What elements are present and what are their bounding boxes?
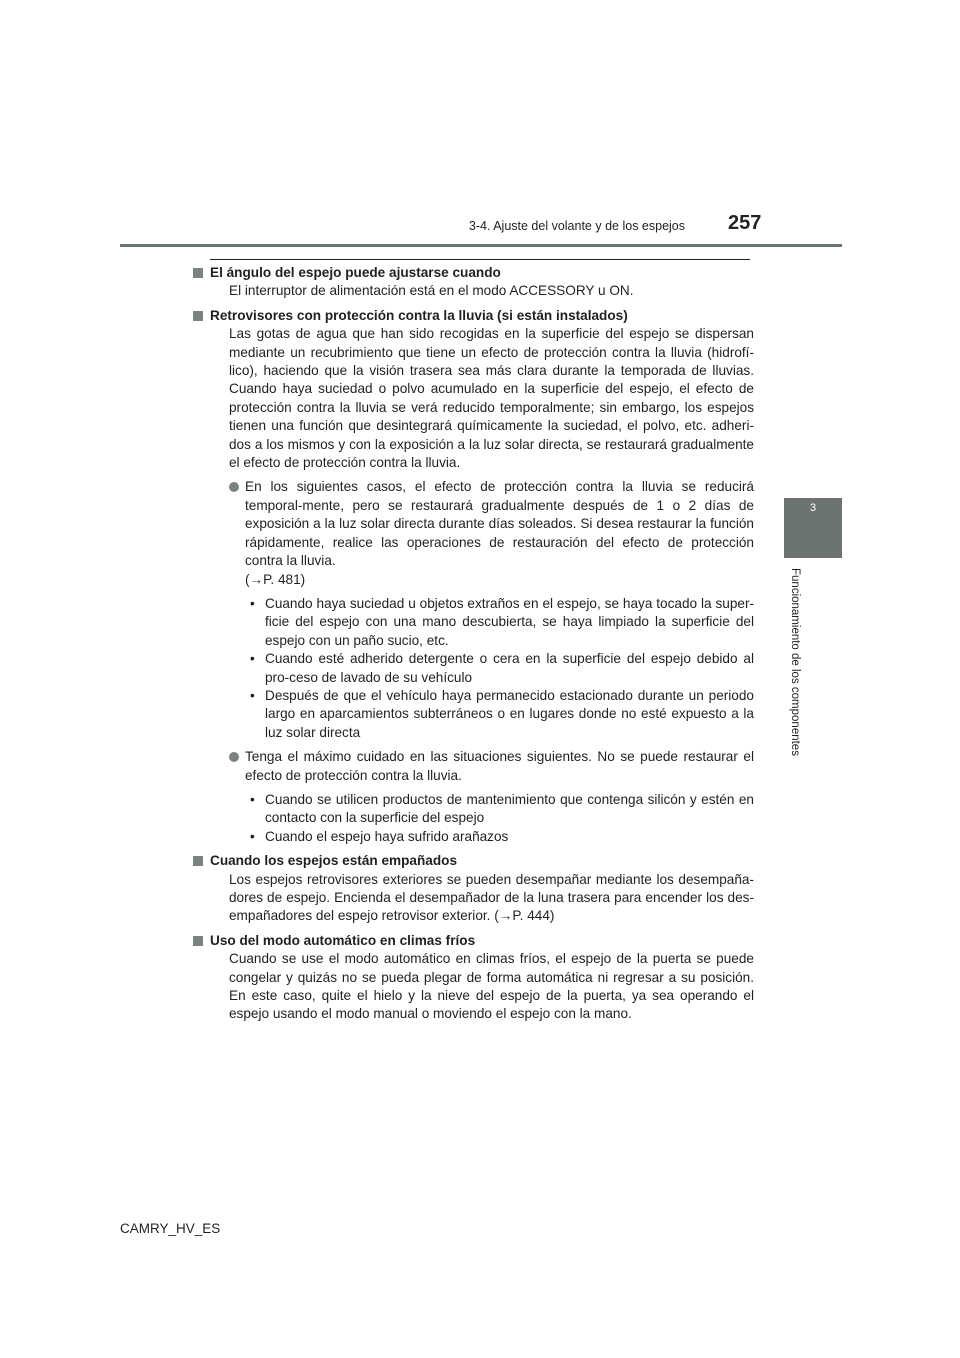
list-item <box>245 687 754 742</box>
circle-bullet-icon <box>229 482 239 492</box>
square-bullet-icon <box>193 936 203 946</box>
dot-marker-icon: • <box>250 828 255 844</box>
document-code: CAMRY_HV_ES <box>120 1221 221 1236</box>
chapter-tab <box>784 498 842 558</box>
dot-marker-icon: • <box>250 687 255 703</box>
list-item-text: Cuando esté adherido detergente o cera en la superficie del espejo debido al pro-ceso de lavado de su vehículo <box>265 651 754 685</box>
square-bullet-icon <box>193 311 203 321</box>
sub-list <box>245 791 754 846</box>
section-body: Las gotas de agua que han sido recogidas en la superficie del espejo se dispersan mediante un recubrimiento que tiene un efecto de protección contra la lluvia (hidrofí-lico), haciendo que la visión trasera sea más clara durante la temporada de lluvias. Cuando haya suciedad o polvo acumulado en la superficie del espejo, el efecto de protección contra la lluvia se verá reducido temporalmente; sin embargo, los espejos tienen una función que desintegrará químicamente la suciedad, el polvo, etc. adheri-dos a los mismos y con la exposición a la luz solar directa, se restaurará gradualmente el efecto de protección contra la lluvia. <box>229 326 754 471</box>
section-heading-text: Uso del modo automático en climas fríos <box>210 932 476 948</box>
section-heading <box>193 852 754 870</box>
list-item-text: Cuando el espejo haya sufrido arañazos <box>265 828 509 844</box>
section-heading-text: El ángulo del espejo puede ajustarse cuando <box>210 265 501 280</box>
section-heading-text: Retrovisores con protección contra la lluvia (si están instalados) <box>210 307 628 323</box>
list-item <box>245 828 754 846</box>
chapter-label: Funcionamiento de los componentes <box>789 568 801 756</box>
section-cold-weather <box>210 932 754 1024</box>
circle-bullet-icon <box>229 752 239 762</box>
list-item <box>245 595 754 650</box>
list-item <box>245 791 754 828</box>
dot-marker-icon: • <box>250 595 255 611</box>
page-number: 257 <box>728 212 762 234</box>
square-bullet-icon <box>193 856 203 866</box>
page-content <box>210 264 754 1030</box>
section-body: Los espejos retrovisores exteriores se pueden desempañar mediante los desempaña-dores de espejo. Encienda el desempañador de la luna trasera para encender los des-empañadores del espejo retrovisor exterior. (→P. 444) <box>229 871 754 924</box>
section-heading <box>193 264 754 282</box>
bullet-point <box>229 748 754 785</box>
section-title: 3-4. Ajuste del volante y de los espejos <box>468 219 685 233</box>
bullet-text: En los siguientes casos, el efecto de protección contra la lluvia se reducirá temporal-mente, pero se restaurará gradualmente después de 1 o 2 días de exposición a la luz solar directa durante días soleados. Si desea restaurar la función rápidamente, realice las operaciones de restauración del efecto de protección contra la lluvia. <box>245 479 754 569</box>
bullet-point <box>229 478 754 588</box>
section-body: Cuando se use el modo automático en climas fríos, el espejo de la puerta se puede congelar y quizás no se pueda plegar de forma automática ni regresar a su posición. En este caso, quite el hielo y la nieve del espejo de la puerta, ya sea operando el espejo usando el modo manual o moviendo el espejo con la mano. <box>229 951 754 1022</box>
dot-marker-icon: • <box>250 791 255 807</box>
list-item-text: Cuando se utilicen productos de mantenimiento que contenga silicón y estén en contacto con la superficie del espejo <box>265 791 754 826</box>
section-rain-protection <box>210 307 754 846</box>
section-fogged-mirrors <box>210 852 754 926</box>
page-reference: (→P. 481) <box>245 571 306 587</box>
sub-list <box>245 595 754 742</box>
chapter-number: 3 <box>809 502 817 514</box>
list-item <box>245 650 754 687</box>
list-item-text: Cuando haya suciedad u objetos extraños en el espejo, se haya tocado la super-ficie del espejo con una mano descubierta, se haya limpiado la superficie del espejo con un paño sucio, etc. <box>265 595 754 648</box>
header-rule <box>120 244 842 247</box>
section-heading <box>193 307 754 325</box>
section-heading <box>193 932 754 950</box>
content-top-rule <box>210 259 750 260</box>
section-body: El interruptor de alimentación está en el modo ACCESSORY u ON. <box>229 283 634 299</box>
dot-marker-icon: • <box>250 651 255 667</box>
square-bullet-icon <box>193 268 203 278</box>
list-item-text: Después de que el vehículo haya permanecido estacionado durante un periodo largo en aparcamientos subterráneos o en lugares donde no esté expuesto a la luz solar directa <box>265 687 754 740</box>
bullet-text: Tenga el máximo cuidado en las situaciones siguientes. No se puede restaurar el efecto de protección contra la lluvia. <box>245 749 754 783</box>
section-mirror-angle <box>210 264 754 301</box>
section-heading-text: Cuando los espejos están empañados <box>210 853 458 869</box>
